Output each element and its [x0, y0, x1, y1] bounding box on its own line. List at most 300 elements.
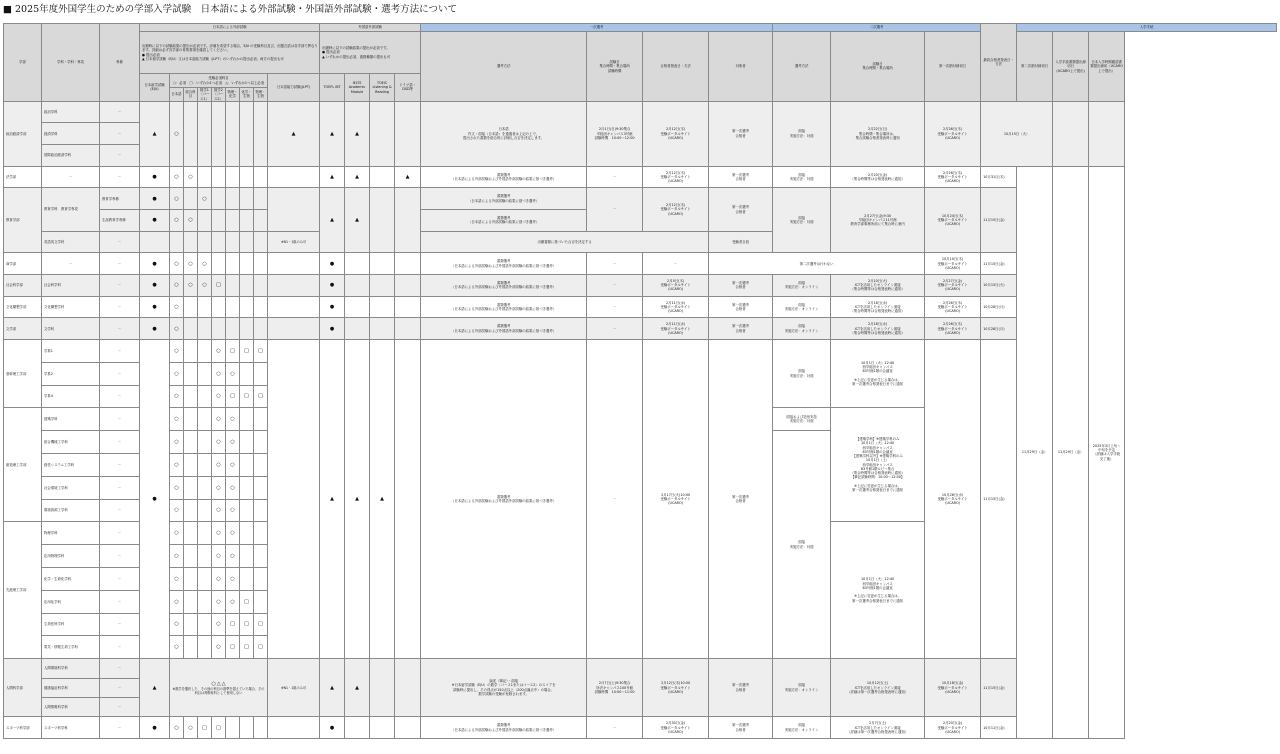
dept-cell: 教育学科 教育学専攻 [42, 188, 100, 231]
target-law: 第一次選考 合格者 [709, 166, 773, 188]
pay-soc: 10月15日(火) [981, 275, 1017, 297]
first-result-law: 2月12日(木) 受験ポータルサイト (UCARO) [643, 166, 709, 188]
subj-mark: □ [254, 339, 268, 362]
second-method-sci: 面接 実施方法：対面 [773, 431, 831, 659]
header-subj-chem-bio: 化学・生物 [240, 88, 254, 102]
second-exam-cul: 2月18日(水) ICTを活用したオンライン面接 （集合時間等は合格発表時に通知） [831, 296, 925, 318]
course-cell: 生涯教育学専修 [100, 210, 140, 232]
target-pol: 第一次選考 合格者 [709, 101, 773, 166]
course-cell: － [100, 545, 140, 568]
header-deadline: 日本入学時期確認書類提出締切（UCARO上で提出） [1089, 32, 1125, 102]
subj-mark: ○ [170, 101, 184, 166]
course-cell: － [100, 166, 140, 188]
dept-cell: 社会環境工学科 [42, 476, 100, 499]
header-second-exam: 試験日 集合時間・集合場所 [831, 32, 925, 102]
ielts-mark: ▲ [345, 166, 370, 188]
course-cell: － [100, 567, 140, 590]
header-enrollment: 入学手続 [1017, 24, 1277, 32]
header-eju-subjects: 受験必須科目 ○：必須 □：いずれか1つ必須 △：いずれか1つ以上必須 [170, 74, 268, 88]
eju-mark: ● [140, 717, 170, 739]
subj-mark: ○ [226, 476, 240, 499]
subj-mark: ○ [226, 590, 240, 613]
subj-mark: □ [226, 636, 240, 659]
dept-cell: 経済学科 [42, 123, 100, 145]
target-lit: 第一次選考 合格者 [709, 318, 773, 340]
course-cell: － [100, 659, 140, 678]
second-none-com: 第二次選考は行わない [709, 253, 925, 275]
second-method-pol: 面接 実施方法：対面 [773, 101, 831, 166]
course-cell: － [100, 613, 140, 636]
first-method-pol: 日本語 作文・面接（日本語）を通過者は上記の上で、 提出された書類を総合的に評価し合否を決定します。 [421, 101, 587, 166]
eju-mark: ▲ [140, 659, 170, 717]
pay-cul: 10月28日(月) [981, 296, 1017, 318]
subj-mark: □ [240, 339, 254, 362]
header-course: 専修 [100, 24, 140, 102]
second-method-hum: 面接 実施方法：オンライン [773, 659, 831, 717]
subj-mark: ○ [184, 210, 198, 232]
subj-mark: ○ [170, 717, 184, 739]
final-edu: 10月24日(木) 受験ポータルサイト (UCARO) [925, 188, 981, 253]
subj-mark: ○ [212, 476, 226, 499]
dept-cell: 経営システム工学科 [42, 453, 100, 476]
first-edu-eng: 出願書類に基づいた合否を決定する [421, 231, 709, 253]
subj-mark: □ [240, 613, 254, 636]
subj-mark: ○ [198, 253, 212, 275]
subj-mark: ○ [212, 362, 226, 385]
subj-mark: ○ [226, 453, 240, 476]
subj-mark: ○ [170, 210, 184, 232]
dept-cell: 建築学科 [42, 408, 100, 431]
ielts-mark: ▲ [345, 659, 370, 717]
dept-cell: 健康福祉科学科 [42, 678, 100, 697]
second-exam-kikan: 10月1日（火）12:40 西早稲田キャンパス 63号館1階の会議室 ※上記に変更が生じる場合は、 第一次選考合格発表日までに通知 [831, 339, 925, 407]
dept-cell: 国際政治経済学科 [42, 145, 100, 167]
subj-mark: □ [240, 385, 254, 408]
subj-mark: ○ [226, 522, 240, 545]
header-toefl: TOEFL iBT [320, 74, 345, 102]
toefl-mark: ● [320, 275, 345, 297]
ielts-mark: ▲ [345, 188, 370, 253]
subj-mark: ○ [211, 680, 216, 687]
pay-lit: 10月28日(月) [981, 318, 1017, 340]
header-first-result: 合格者発表日・方法 [643, 32, 709, 102]
pay-hum: 11月15日(金) [981, 659, 1017, 717]
first-method-soc: 書類選考 （日本語による外部試験および外国語外部試験の結果に基づき選考） [421, 275, 587, 297]
final-com: 10月10日(木) 受験ポータルサイト (UCARO) [925, 253, 981, 275]
jlpt-n1-note: ※N1・1級のみ可 [268, 659, 320, 717]
subj-mark: ○ [212, 613, 226, 636]
dept-cell: 生命医科学科 [42, 613, 100, 636]
toefl-mark: ● [320, 717, 345, 739]
first-exam-cul: － [587, 296, 643, 318]
course-cell: － [100, 253, 140, 275]
header-target: 対象者 [709, 32, 773, 102]
second-exam-spo: 2月7日(土) ICTを活用したオンライン面接 （詳細は第一次選考合格発表時に通知） [831, 717, 925, 739]
dept-cell: 英語英文学科 [42, 231, 100, 253]
first-method-com: 書類選考 （日本語による外部試験および外国語外部試験の結果に基づき選考） [421, 253, 587, 275]
exam-method-table [3, 23, 1277, 739]
subj-mark: ○ [226, 499, 240, 522]
fl-test-note: 出願時に以下の試験結果の提出が必須です。 ● 提出必須 ▲ いずれかの提出必須、複数種類の提出も可 [320, 32, 421, 74]
course-cell: － [100, 453, 140, 476]
dept-cell: 学系2 [42, 362, 100, 385]
jp-test-note: 出願時に以下の試験結果の提出が必須です。評価を希望する場合、EJU の受験科目及び、出題言語は各学部で異なります。詳細は必ず各学部の募集要項を確認してください。 ● 提出必須 ▲ 日本留学試験（EJU）又は日本語能力試験（JLPT）のいずれかの提出必須、両方の提出も可 [140, 32, 320, 74]
first-result-lit: 2月11日(水) 受験ポータルサイト (UCARO) [643, 318, 709, 340]
faculty-law: 法学部 [4, 166, 42, 188]
course-cell: － [100, 697, 140, 716]
second-exam-edu: 2月27日(金)9:30 早稲田キャンパス11号館 教育学部事務所前にて集合時に案内 [831, 188, 925, 253]
subj-mark: □ [254, 385, 268, 408]
subj-mark: ○ [212, 453, 226, 476]
toeic-mark-sci: ▲ [370, 339, 395, 658]
faculty-senshin: 先進理工学部 [4, 522, 42, 659]
jlpt-n1-note: ※N1・1級のみ可 [268, 231, 320, 253]
first-exam-edu: － [587, 188, 643, 231]
eju-mark: ● [140, 166, 170, 188]
subj-mark: ○ [170, 296, 184, 318]
subj-mark: ○ [170, 545, 184, 568]
course-cell: 教育学専修 [100, 188, 140, 210]
pay-sci: 11月15日(金) [981, 339, 1017, 658]
dept-cell: － [42, 166, 100, 188]
course-cell: － [100, 678, 140, 697]
course-cell: － [100, 431, 140, 454]
course-cell: － [100, 145, 140, 167]
subj-mark: □ [226, 385, 240, 408]
subj-mark: ○ [198, 275, 212, 297]
subj-mark: ○ [212, 545, 226, 568]
subj-mark: ○ [170, 275, 184, 297]
first-method-sci: 書類選考 （日本語による外部試験および外国語外部試験の結果に基づき選考） [421, 339, 587, 658]
subj-mark: ○ [170, 453, 184, 476]
course-cell: － [100, 231, 140, 253]
header-pay2: 第二次納付締切日 [1017, 32, 1053, 102]
first-method-edu: 書類選考 （日本語による外部試験の結果に基づき選考） [421, 188, 587, 210]
eju-mark: ● [140, 188, 170, 210]
subj-mark: ○ [170, 431, 184, 454]
subj-mark: ○ [184, 253, 198, 275]
final-soc: 2月27日(金) 受験ポータルサイト (UCARO) [925, 275, 981, 297]
header-second-method: 選考方法 [773, 32, 831, 102]
subj-mark: ○ [212, 408, 226, 431]
course-cell: － [100, 636, 140, 659]
faculty-com: 商学部 [4, 253, 42, 275]
dept-cell: スポーツ科学科 [42, 717, 100, 739]
final-pol: 2月26日(木) 受験ポータルサイト (UCARO) [925, 101, 981, 166]
header-subj-jp: 日本語 [170, 88, 184, 102]
subj-mark: ○ [184, 717, 198, 739]
second-exam-soc: 2月10日(火) ICTを活用したオンライン面接 （集合時間等は合格発表時に通知） [831, 275, 925, 297]
toefl-mark-sci: ▲ [320, 339, 345, 658]
header-subj-math2: 数学2（コース2） [213, 88, 224, 101]
first-method-lit: 書類選考 （日本語による外部試験および外国語外部試験の結果に基づき選考） [421, 318, 587, 340]
dept-cell: 文学科 [42, 318, 100, 340]
course-cell: － [100, 476, 140, 499]
final-hum: 10月18日(金) 受験ポータルサイト (UCARO) [925, 659, 981, 717]
target-soc: 第一次選考 合格者 [709, 275, 773, 297]
header-faculty: 学部 [4, 24, 42, 102]
subj-mark: ○ [170, 590, 184, 613]
pay-law: 10月31日(木) [981, 166, 1017, 188]
subj-mark: ○ [184, 166, 198, 188]
subj-mark: □ [240, 590, 254, 613]
header-first-selection: 一次選考 [421, 24, 773, 32]
dept-cell: 応用化学科 [42, 590, 100, 613]
target-cul: 第一次選考 合格者 [709, 296, 773, 318]
page-title: ■ 2025年度外国学生のための学部入学試験 日本語による外部試験・外国語外部試験・選考方法について [3, 4, 457, 15]
hum-subject-note [170, 659, 268, 717]
target-hum: 第一次選考 合格者 [709, 659, 773, 717]
toefl-mark: ▲ [320, 101, 345, 166]
header-dept: 学科・学科・専攻 [42, 24, 100, 102]
dept-cell: 学系1 [42, 339, 100, 362]
subj-mark: ○ [226, 408, 240, 431]
course-cell: － [100, 296, 140, 318]
final-lit: 2月26日(木) 受験ポータルサイト (UCARO) [925, 318, 981, 340]
subj-mark: ○ [170, 567, 184, 590]
subj-mark: □ [198, 717, 212, 739]
first-result-pol: 2月12日(木) 受験ポータルサイト (UCARO) [643, 101, 709, 166]
eju-mark: ● [140, 318, 170, 340]
docs-all: 11月29日（金） [1053, 166, 1089, 738]
first-exam-com: － [587, 253, 643, 275]
dept-cell: 環境資源工学科 [42, 499, 100, 522]
first-exam-pol: 2月1日(日)9:30集合 早稲田キャンパス3号館 試験時間 10:00～12:00 [587, 101, 643, 166]
faculty-edu: 教育学部 [4, 188, 42, 253]
subj-mark: ○ [170, 522, 184, 545]
subj-mark: △ [216, 680, 221, 687]
header-subj-general: 総合科目 [184, 88, 198, 102]
second-method-kikan: 面接 実施方法：対面 [773, 339, 831, 407]
header-toeic: TOEIC Listening & Reading [370, 74, 395, 102]
faculty-soc: 社会科学部 [4, 275, 42, 297]
toefl-mark: ● [320, 296, 345, 318]
ielts-mark-sci: ▲ [345, 339, 370, 658]
subj-mark: ○ [170, 188, 184, 210]
pay-edu: 11月15日(金) [981, 188, 1017, 253]
first-exam-sci: － [587, 339, 643, 658]
faculty-pol: 政治経済学部 [4, 101, 42, 166]
deadline-all: 2025年3月上旬～ 中旬を予定 （詳細は入学手続 完了後） [1089, 166, 1125, 738]
header-subj-phys-bio: 物理・生物 [254, 88, 268, 102]
dept-cell: 文化構想学科 [42, 296, 100, 318]
second-method-edu: 面接 実施方法：対面 [773, 188, 831, 253]
subj-mark: ○ [170, 408, 184, 431]
dept-cell: 応用物理学科 [42, 545, 100, 568]
first-exam-spo: － [587, 717, 643, 739]
target-spo: 第一次選考 合格者 [709, 717, 773, 739]
first-exam-hum: 2月7日(土)9:30集合 所沢キャンパス100号館 試験時間 10:00～11:00 [587, 659, 643, 717]
final-law: 2月26日(木) 受験ポータルサイト (UCARO) [925, 166, 981, 188]
course-cell: － [100, 408, 140, 431]
eju-mark: ● [140, 210, 170, 232]
first-exam-lit: － [587, 318, 643, 340]
first-result-sci: 2月17日(火)10:00 受験ポータルサイト (UCARO) [643, 339, 709, 658]
final-sci: 10月26日(水) 受験ポータルサイト (UCARO) [925, 339, 981, 658]
dept-cell: 社会科学科 [42, 275, 100, 297]
subj-mark: □ [226, 339, 240, 362]
subj-mark: ○ [212, 499, 226, 522]
subj-mark: ○ [226, 362, 240, 385]
subj-mark: □ [254, 636, 268, 659]
subj-mark: ○ [212, 431, 226, 454]
header-subj-math1: 数学1（コース1） [199, 88, 210, 101]
second-exam-lit: 2月18日(水) ICTを活用したオンライン面接 （集合時間等は合格発表時に通知） [831, 318, 925, 340]
first-result-edu: 2月12日(木) 受験ポータルサイト (UCARO) [643, 188, 709, 231]
subj-mark: ○ [170, 499, 184, 522]
subj-mark: ○ [212, 590, 226, 613]
dept-cell: － [42, 253, 100, 275]
second-exam-sozo: 【建築学科】※建築学科のみ 10月1日（火）12:40 西早稲田キャンパス 63号館1階の会議室 【建築学科以外】※建築学科のみ 10月1日（土） 西早稲田キャンパス 63号館1階ロビー集合 （集合時間等は合格発表時に通知） 【筆記試験時間：10:00～12:00】 ※上記に変更が生じる場合は、 第一次選考合格発表日までに通知 [831, 408, 925, 522]
dept-cell: 学系4 [42, 385, 100, 408]
subj-mark: ○ [212, 385, 226, 408]
header-subj-phys-chem: 物理・化学 [226, 88, 240, 102]
pay-spo: 10月11日(金) [981, 717, 1017, 739]
subj-mark: □ [254, 613, 268, 636]
subj-mark: ○ [212, 636, 226, 659]
ielts-mark: ▲ [345, 101, 370, 166]
dept-cell: 政治学科 [42, 101, 100, 123]
first-method-law: 書類選考 （日本語による外部試験および外国語外部試験の結果に基づき選考） [421, 166, 587, 188]
header-pay1: 第一次納付締切日 [925, 32, 981, 102]
toefl-mark: ▲ [320, 188, 345, 253]
first-method-spo: 書類選考 （日本語による外部試験および外国語外部試験の結果に基づき選考） [421, 717, 587, 739]
course-cell: － [100, 123, 140, 145]
jlpt-mark: ▲ [268, 101, 320, 166]
toefl-mark: ● [320, 253, 345, 275]
subj-mark: ○ [170, 613, 184, 636]
subj-mark: △ [221, 680, 226, 687]
target-edu: 第一次選考 合格者 [709, 188, 773, 231]
pay-com: 11月15日(金) [981, 253, 1017, 275]
first-result-hum: 2月12日(木)10:00 受験ポータルサイト (UCARO) [643, 659, 709, 717]
faculty-kikan: 基幹理工学部 [4, 339, 42, 407]
first-method-hum: 論述（筆記）・面接 ※日本留学試験（EJU）の数学（コース1またはコース2）のスコアを 試験時に提出し、その得点が150点以上（200点満点中）の場合、 数学試験の受験が免除されます。 [421, 659, 587, 717]
course-cell: － [100, 339, 140, 362]
subj-mark: ○ [184, 275, 198, 297]
second-method-spo: 面接 実施方法：オンライン [773, 717, 831, 739]
course-cell: － [100, 522, 140, 545]
subj-mark: ○ [170, 318, 184, 340]
course-cell: － [100, 318, 140, 340]
target-sci: 第一次選考 合格者 [709, 339, 773, 658]
exam-table-container [3, 23, 1277, 739]
final-cul: 2月26日(木) 受験ポータルサイト (UCARO) [925, 296, 981, 318]
first-exam-law: － [587, 166, 643, 188]
header-foreign-tests: 外国語外部試験 [320, 24, 421, 32]
eju-mark-sci: ● [140, 339, 170, 658]
subj-mark: ○ [170, 339, 184, 362]
header-jp-tests: 日本語による外部試験 [140, 24, 320, 32]
subj-mark: □ [212, 717, 226, 739]
second-method-soc: 面接 実施方法：オンライン [773, 275, 831, 297]
course-cell: － [100, 590, 140, 613]
header-first-exam: 試験日 集合時間・集合場所 試験時間 [587, 32, 643, 102]
dept-cell: 物理学科 [42, 522, 100, 545]
dept-cell: 総合機械工学科 [42, 431, 100, 454]
header-ielts: IELTS Academic Module [345, 74, 370, 102]
eju-mark: ● [140, 253, 170, 275]
toefl-mark: ● [320, 318, 345, 340]
header-final-result: 最終合格者発表日・方法 [981, 24, 1017, 102]
second-method-cul: 面接 実施方法：オンライン [773, 296, 831, 318]
final-spo: 2月20日(金) 受験ポータルサイト (UCARO) [925, 717, 981, 739]
subj-mark: □ [240, 636, 254, 659]
faculty-lit: 文学部 [4, 318, 42, 340]
subj-mark: ○ [226, 545, 240, 568]
second-method-law: 面接 実施方法：対面 [773, 166, 831, 188]
toefl-mark: ▲ [320, 659, 345, 717]
header-eju: 日本留学試験(EJU) [140, 74, 170, 102]
faculty-hum: 人間科学部 [4, 659, 42, 717]
faculty-cul: 文化構想学部 [4, 296, 42, 318]
course-cell: － [100, 717, 140, 739]
second-exam-pol: 2月22日(日) 集合時間・集合場所は、 集合試験合格者発表時に通知 [831, 101, 925, 166]
eju-mark: ● [140, 296, 170, 318]
target-edu-eng: 受験者全員 [709, 231, 773, 253]
subj-mark: ○ [212, 567, 226, 590]
subj-mark: ○ [170, 385, 184, 408]
second-exam-senshin: 10月1日（火）12:40 西早稲田キャンパス 63号館1階の会議室 ※上記に変更が生じる場合は、 第一次選考合格発表日までに通知 [831, 522, 925, 659]
course-cell: － [100, 499, 140, 522]
second-exam-law: 2月20日(金) （集合時間等は合格発表時に通知） [831, 166, 925, 188]
faculty-sozo: 創造理工学部 [4, 408, 42, 522]
subj-mark: ○ [170, 636, 184, 659]
dept-cell: 化学・生命化学科 [42, 567, 100, 590]
subj-mark: ○ [212, 339, 226, 362]
course-cell: － [100, 275, 140, 297]
subj-mark: ○ [226, 567, 240, 590]
second-exam-hum: 10月12日(土) ICTを活用したオンライン面接 （詳細は第一次選考合格発表時に通知） [831, 659, 925, 717]
subj-mark: □ [212, 275, 226, 297]
faculty-spo: スポーツ科学部 [4, 717, 42, 739]
course-cell: － [100, 101, 140, 123]
dept-cell: 人間環境科学科 [42, 659, 100, 678]
subj-mark: ○ [212, 522, 226, 545]
subj-mark: ○ [170, 166, 184, 188]
dept-cell: 人間情報科学科 [42, 697, 100, 716]
subj-mark: ○ [170, 476, 184, 499]
first-method-cul: 書類選考 （日本語による外部試験および外国語外部試験の結果に基づき選考） [421, 296, 587, 318]
subj-mark: ○ [198, 188, 212, 210]
pay-pol: 10月15日（火） [981, 101, 1053, 166]
header-docs: 入学手続書類提出締切日 (UCARO上で提出) [1053, 32, 1089, 102]
pay2-all: 11月29日（金） [1017, 166, 1053, 738]
first-result-soc: 2月5日(木) 受験ポータルサイト (UCARO) [643, 275, 709, 297]
second-method-lit: 面接 実施方法：オンライン [773, 318, 831, 340]
header-jlpt: 日本語能力試験(JLPT) [268, 74, 320, 102]
eju-mark: ● [140, 275, 170, 297]
header-first-method: 選考方法 [421, 32, 587, 102]
subj-mark: ○ [226, 431, 240, 454]
subj-mark: ○ [170, 253, 184, 275]
header-german: ドイツ語・DSD等 [395, 74, 421, 102]
course-cell: － [100, 362, 140, 385]
second-method-sozo: 面接および造形実技 実施方法：対面 [773, 408, 831, 431]
first-result-cul: 2月11日(水) 受験ポータルサイト (UCARO) [643, 296, 709, 318]
course-cell: － [100, 385, 140, 408]
header-second-selection: 二次選考 [773, 24, 981, 32]
first-method-edu2: 書類選考 （日本語による外部試験の結果に基づき選考） [421, 210, 587, 232]
first-result-spo: 2月30日(金) 受験ポータルサイト (UCARO) [643, 717, 709, 739]
hum-note-text: ※数学を選択した、その他の科目の基準を超えていた場合、その科目は判断材料として使用しない [172, 686, 265, 695]
subj-mark: ○ [170, 362, 184, 385]
first-result-com: － [643, 253, 709, 275]
subj-mark: □ [226, 613, 240, 636]
eju-mark: ▲ [140, 101, 170, 166]
toefl-mark: ▲ [320, 166, 345, 188]
first-exam-soc: － [587, 275, 643, 297]
